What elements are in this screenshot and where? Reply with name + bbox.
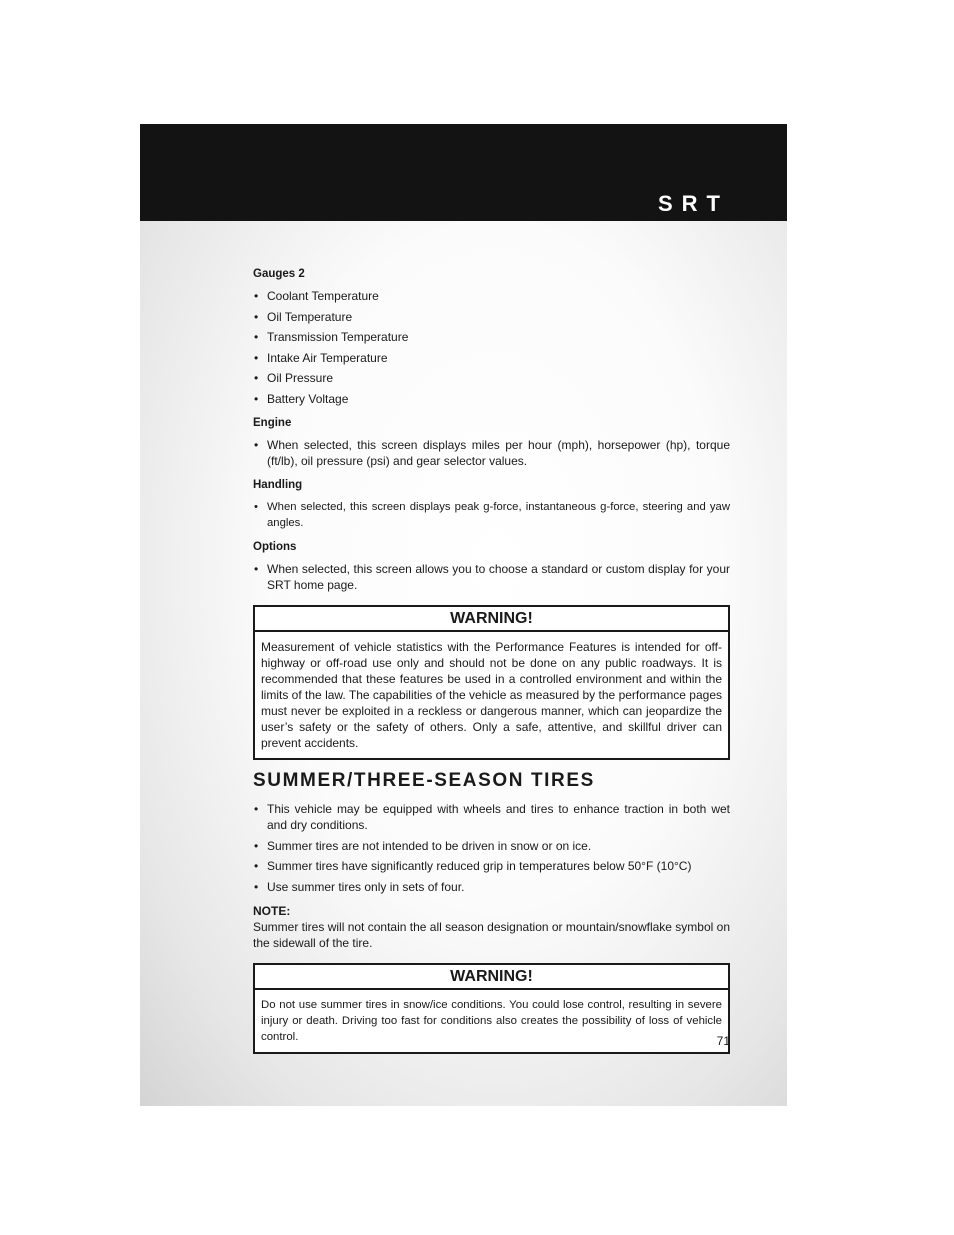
page-number: 71 <box>716 1034 730 1048</box>
list-item: • Oil Temperature <box>253 309 730 325</box>
list-item: • Summer tires have significantly reduced grip in temperatures below 50°F (10°C) <box>253 858 730 874</box>
list-item: • Oil Pressure <box>253 370 730 386</box>
list-item: • This vehicle may be equipped with wheels and tires to enhance traction in both wet and dry conditions. <box>253 801 730 833</box>
page-content <box>253 266 730 1064</box>
handling-list <box>253 499 730 531</box>
header-title: SRT <box>658 191 729 216</box>
list-item: • Summer tires are not intended to be driven in snow or on ice. <box>253 838 730 854</box>
note-text: Summer tires will not contain the all season designation or mountain/snowflake symbol on the sidewall of the tire. <box>253 919 730 950</box>
options-heading: Options <box>253 540 297 553</box>
list-item: • When selected, this screen allows you to choose a standard or custom display for your SRT home page. <box>253 561 730 593</box>
warning-title: WARNING! <box>255 965 728 990</box>
list-item: • Coolant Temperature <box>253 288 730 304</box>
list-item: • Intake Air Temperature <box>253 350 730 366</box>
warning-box-performance <box>253 605 730 760</box>
handling-heading: Handling <box>253 478 303 491</box>
warning-box-summer-tires <box>253 963 730 1054</box>
note-label: NOTE: <box>253 903 291 918</box>
list-item: • Transmission Temperature <box>253 329 730 345</box>
page-header-bar <box>140 124 787 221</box>
section-title-summer-tires: SUMMER/THREE-SEASON TIRES <box>253 769 595 791</box>
warning-title: WARNING! <box>255 607 728 632</box>
list-item: • Battery Voltage <box>253 391 730 407</box>
list-item: • When selected, this screen displays peak g-force, instantaneous g-force, steering and yaw angles. <box>253 499 730 531</box>
engine-heading: Engine <box>253 416 292 429</box>
tires-list <box>253 801 730 895</box>
warning-body: Do not use summer tires in snow/ice conditions. You could lose control, resulting in severe injury or death. Driving too fast for conditions also creates the possibility of loss of vehicle control. <box>261 998 722 1043</box>
gauges2-list <box>253 288 730 407</box>
engine-list <box>253 437 730 469</box>
warning-body: Measurement of vehicle statistics with the Performance Features is intended for off-highway or off-road use only and should not be done on any public roadways. It is recommended that these features be used in a controlled environment and within the limits of the law. The capabilities of the vehicle as measured by the performance pages must never be exploited in a reckless or dangerous manner, which can jeopardize the user’s safety or the safety of others. Only a safe, attentive, and skillful driver can prevent accidents. <box>261 639 722 750</box>
list-item: • When selected, this screen displays miles per hour (mph), horsepower (hp), torque (ft/lb), oil pressure (psi) and gear selector values. <box>253 437 730 469</box>
list-item: • Use summer tires only in sets of four. <box>253 879 730 895</box>
options-list <box>253 561 730 593</box>
gauges2-heading: Gauges 2 <box>253 268 305 280</box>
